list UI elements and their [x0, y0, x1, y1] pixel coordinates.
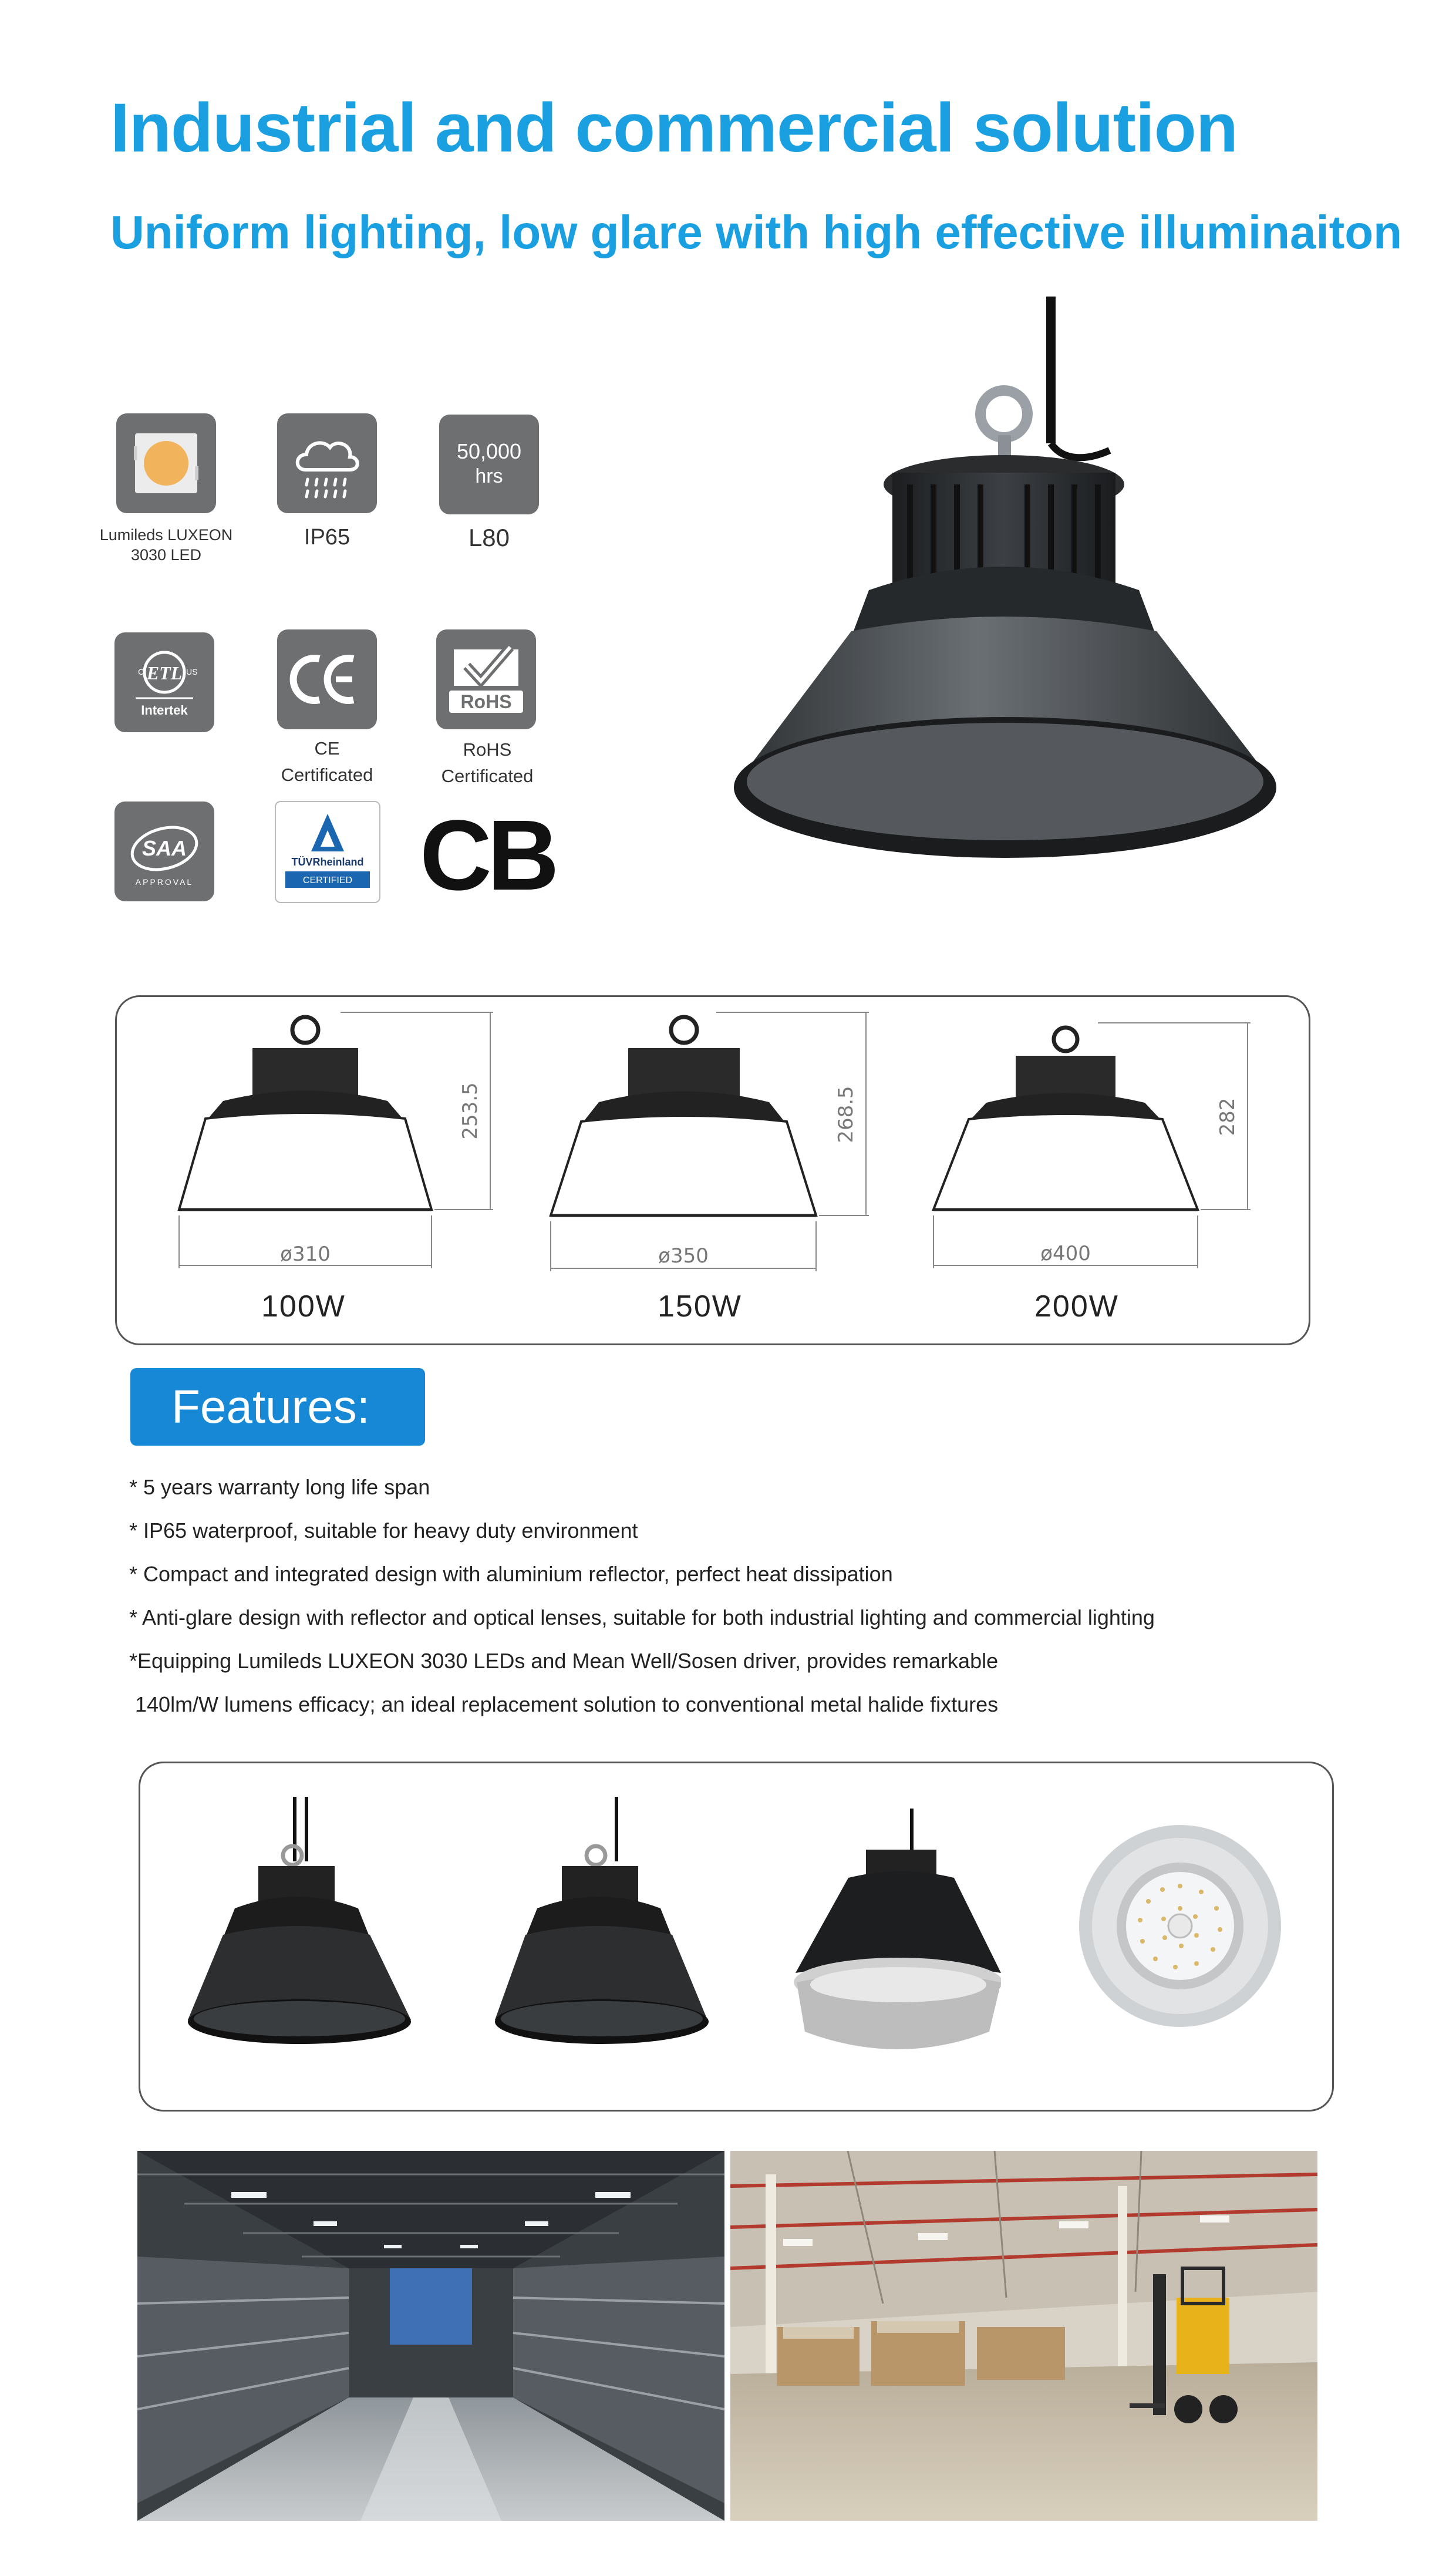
feature-item: * 5 years warranty long life span [129, 1475, 430, 1499]
dim-height-100w: 253.5 [459, 1082, 482, 1140]
rohs-icon [436, 629, 536, 729]
product-photo-1 [188, 1797, 411, 2070]
dim-diameter-100w: ø310 [280, 1242, 331, 1266]
page-title: Industrial and commercial solution [110, 89, 1238, 167]
hero-lamp-image [734, 297, 1292, 934]
lifetime-label: L80 [468, 524, 510, 551]
dim-drawing-150w [540, 1004, 892, 1289]
features-heading: Features: [130, 1368, 425, 1446]
lifetime-icon [439, 415, 539, 514]
ce-mark-icon [277, 629, 377, 729]
svg-text:C: C [138, 667, 144, 676]
feature-item: * Anti-glare design with reflector and optical lenses, suitable for both industrial lighting and commercial lighting [129, 1605, 1155, 1629]
ip-label: IP65 [304, 525, 350, 550]
dim-drawing-100w [164, 1004, 517, 1289]
watt-100w: 100W [261, 1289, 346, 1324]
cb-mark: CB [420, 800, 555, 911]
svg-text:SAA: SAA [141, 836, 187, 860]
feature-item: * IP65 waterproof, suitable for heavy duty environment [129, 1518, 638, 1543]
feature-item: 140lm/W lumens efficacy; an ideal replacement solution to conventional metal halide fixtures [129, 1692, 999, 1716]
product-photo-2 [490, 1797, 713, 2070]
feature-item: *Equipping Lumileds LUXEON 3030 LEDs and Mean Well/Sosen driver, provides remarkable [129, 1649, 999, 1673]
tuv-rheinland-icon [275, 801, 380, 903]
feature-item: * Compact and integrated design with aluminium reflector, perfect heat dissipation [129, 1562, 893, 1586]
product-photo-3 [778, 1809, 1001, 2070]
dim-diameter-200w: ø400 [1040, 1242, 1091, 1265]
dim-diameter-150w: ø350 [658, 1244, 709, 1268]
svg-text:TÜVRheinland: TÜVRheinland [291, 856, 364, 868]
svg-text:APPROVAL: APPROVAL [135, 877, 194, 887]
svg-text:US: US [186, 667, 198, 676]
ce-label: CE Certificated [281, 738, 373, 785]
svg-text:Intertek: Intertek [141, 703, 188, 718]
saa-icon [114, 802, 214, 901]
product-photo-4 [1074, 1820, 1286, 2035]
page-subtitle: Uniform lighting, low glare with high effective illuminaiton [110, 206, 1403, 258]
lifetime-value: 50,000 [456, 439, 522, 463]
svg-text:ETL: ETL [146, 662, 183, 683]
warehouse-photo-right [730, 2151, 1317, 2521]
led-label: Lumileds LUXEON 3030 LED [99, 526, 233, 564]
led-chip-icon [116, 413, 216, 513]
dim-drawing-200w [922, 1016, 1274, 1289]
rain-cloud-icon [277, 413, 377, 513]
svg-text:CERTIFIED: CERTIFIED [302, 875, 353, 885]
warehouse-photo-left [137, 2151, 724, 2521]
watt-150w: 150W [658, 1289, 742, 1324]
lifetime-unit: hrs [475, 465, 503, 487]
svg-text:RoHS: RoHS [460, 691, 512, 712]
rohs-label: RoHS Certificated [441, 739, 534, 786]
dim-height-200w: 282 [1216, 1097, 1239, 1136]
watt-200w: 200W [1034, 1289, 1119, 1324]
etl-intertek-icon [114, 632, 214, 732]
dim-height-150w: 268.5 [834, 1086, 858, 1143]
